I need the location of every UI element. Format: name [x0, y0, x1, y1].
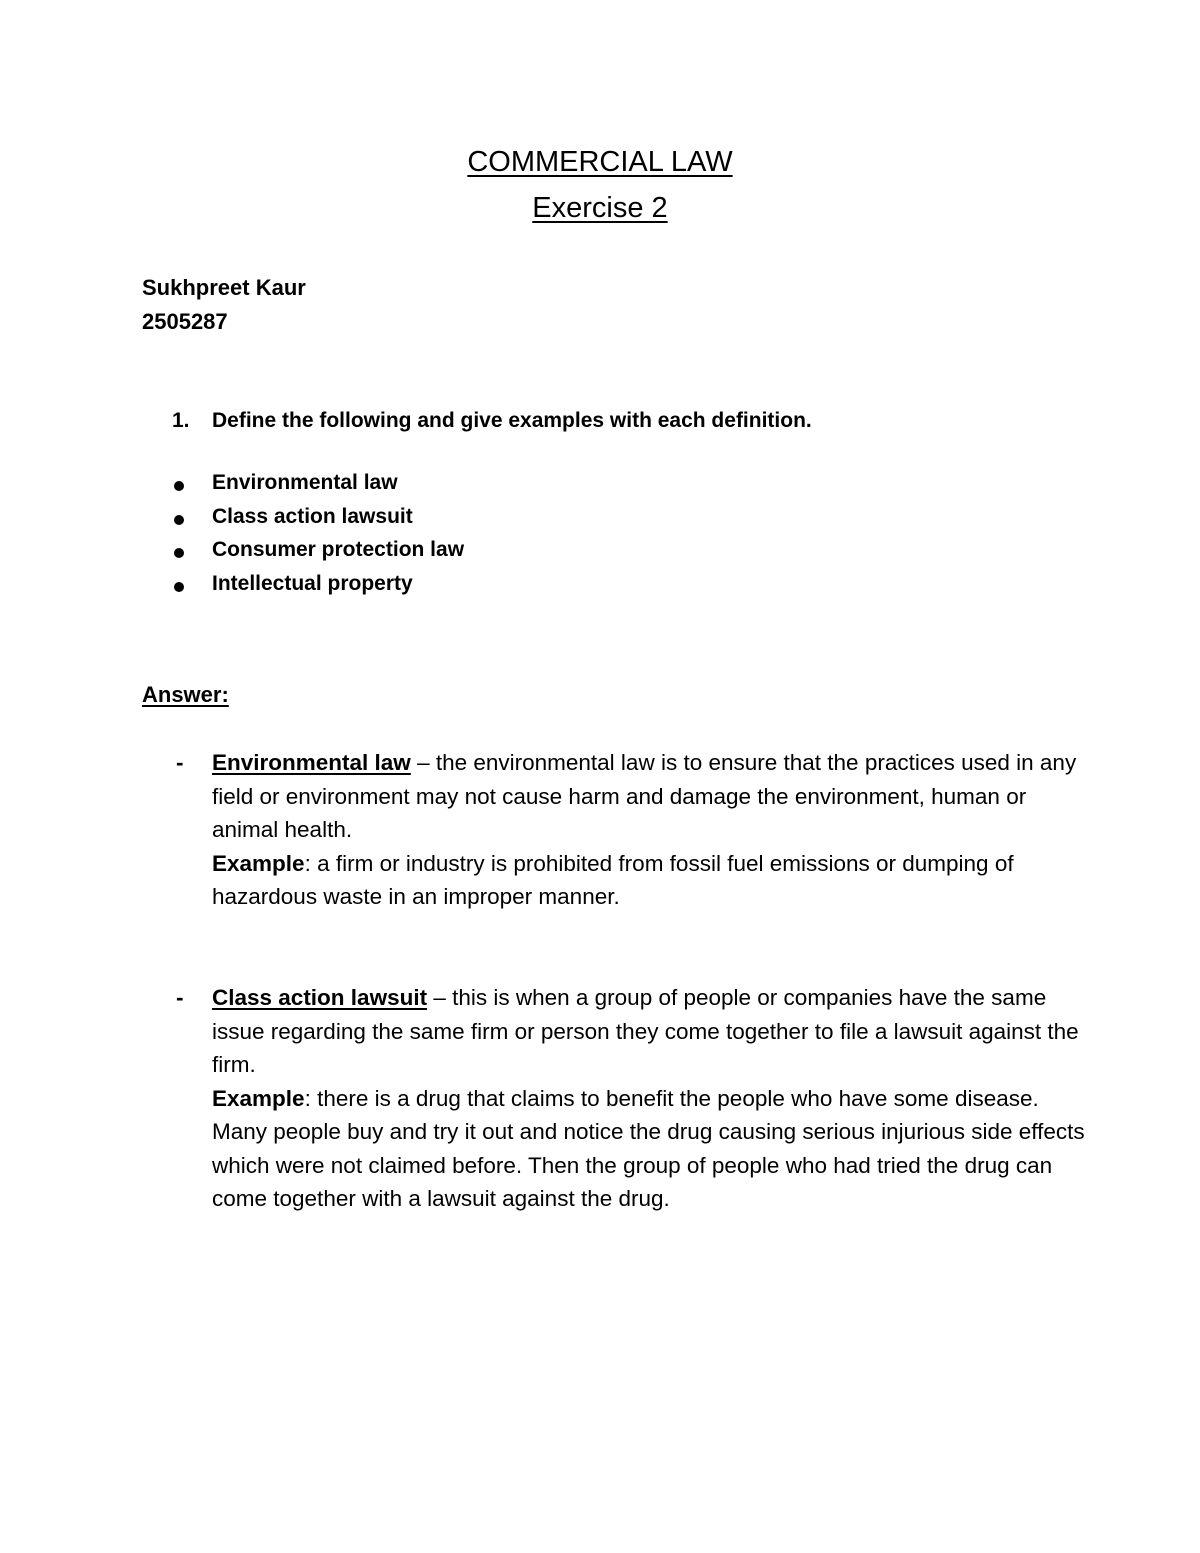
answer-body — [212, 746, 1092, 914]
bullet-icon — [174, 548, 184, 558]
answer-definition: – this is when a group of people or companies have the same issue regarding the same firm or person they come together to file a lawsuit against the firm. — [212, 985, 1079, 1077]
document-title: COMMERCIAL LAW — [467, 146, 733, 178]
list-item-label: Class action lawsuit — [212, 504, 413, 528]
dash-marker: - — [176, 985, 184, 1010]
definition-paragraph — [212, 746, 1092, 847]
bullet-icon — [174, 582, 184, 592]
example-paragraph — [212, 847, 1092, 914]
bullet-icon — [174, 481, 184, 491]
answer-definition: – the environmental law is to ensure that the practices used in any field or environment may not cause harm and damage the environment, human or animal health. — [212, 750, 1077, 842]
example-label: Example — [212, 1085, 305, 1111]
answer-heading: Answer: — [142, 682, 229, 707]
question-text: Define the following and give examples with each definition. — [212, 409, 812, 432]
list-item-label: Intellectual property — [212, 571, 413, 595]
student-id: 2505287 — [142, 309, 228, 334]
dash-marker: - — [176, 750, 184, 775]
answer-term: Environmental law — [212, 750, 411, 775]
answer-body — [212, 981, 1092, 1216]
example-text: : a firm or industry is prohibited from fossil fuel emissions or dumping of hazardous waste in an improper manner. — [212, 850, 1014, 909]
definition-paragraph — [212, 981, 1092, 1082]
example-paragraph — [212, 1082, 1092, 1216]
list-item-label: Environmental law — [212, 471, 398, 494]
list-item-label: Consumer protection law — [212, 538, 465, 561]
document-subtitle: Exercise 2 — [532, 192, 668, 224]
bullet-icon — [174, 515, 184, 525]
example-label: Example — [212, 850, 305, 876]
question-number: 1. — [172, 409, 190, 432]
example-text: : there is a drug that claims to benefit the people who have some disease. Many people buy and try it out and notice the drug causing serious injurious side effects which were not claimed before. Then the group of people who had tried the drug can come together with a lawsuit against the drug. — [212, 1085, 1085, 1211]
student-name: Sukhpreet Kaur — [142, 275, 306, 300]
answer-term: Class action lawsuit — [212, 985, 428, 1010]
